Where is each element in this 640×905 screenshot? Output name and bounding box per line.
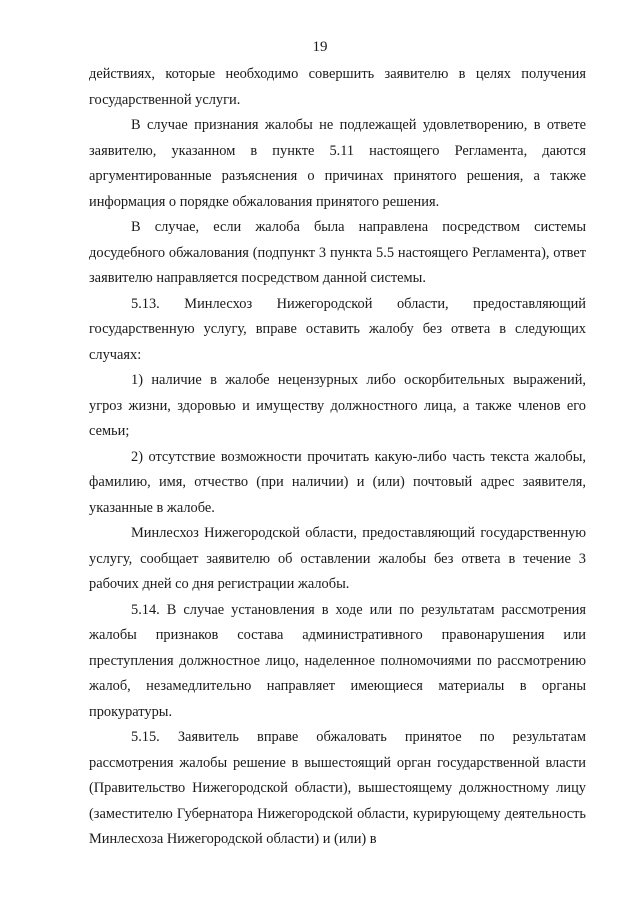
paragraph-5-14: 5.14. В случае установления в ходе или по результатам рассмотрения жалобы признаков состава административного правонарушения или преступления должностное лицо, наделенное полномочиями по рассмотрению жалоб, незамедлительно направляет имеющиеся материалы в органы прокуратуры.: [89, 601, 586, 720]
list-item-2: 2) отсутствие возможности прочитать какую-либо часть текста жалобы, фамилию, имя, отчество (при наличии) и (или) почтовый адрес заявителя, указанные в жалобе.: [89, 448, 586, 516]
paragraph-rejection-response: В случае признания жалобы не подлежащей удовлетворению, в ответе заявителю, указанном в пункте 5.11 настоящего Регламента, даются аргументированные разъяснения о причинах принятого решения, а также информация о порядке обжалования принятого решения.: [89, 117, 586, 210]
paragraph-5-13: 5.13. Минлесхоз Нижегородской области, предоставляющий государственную услугу, вправе оставить жалобу без ответа в следующих случаях:: [89, 295, 586, 363]
paragraph-continuation: действиях, которые необходимо совершить заявителю в целях получения государственной услуги.: [89, 66, 586, 108]
paragraph-pretrial-system: В случае, если жалоба была направлена посредством системы досудебного обжалования (подпункт 3 пункта 5.5 настоящего Регламента), ответ заявителю направляется посредством данной системы.: [89, 219, 586, 286]
page-number: 19: [312, 39, 328, 55]
paragraph-5-15: 5.15. Заявитель вправе обжаловать принятое по результатам рассмотрения жалобы решение в вышестоящий орган государственной власти (Правительство Нижегородской области), вышестоящему должностному лицу (заместителю Губернатора Нижегородской области, курирующему деятельность Минлесхоза Нижегородской области) и (или) в: [89, 729, 586, 847]
list-item-1: 1) наличие в жалобе нецензурных либо оскорбительных выражений, угроз жизни, здоровью и имуществу должностного лица, а также членов его семьи;: [89, 372, 586, 439]
document-body: [89, 62, 586, 853]
paragraph-notification: Минлесхоз Нижегородской области, предоставляющий государственную услугу, сообщает заявителю об оставлении жалобы без ответа в течение 3 рабочих дней со дня регистрации жалобы.: [89, 525, 586, 592]
